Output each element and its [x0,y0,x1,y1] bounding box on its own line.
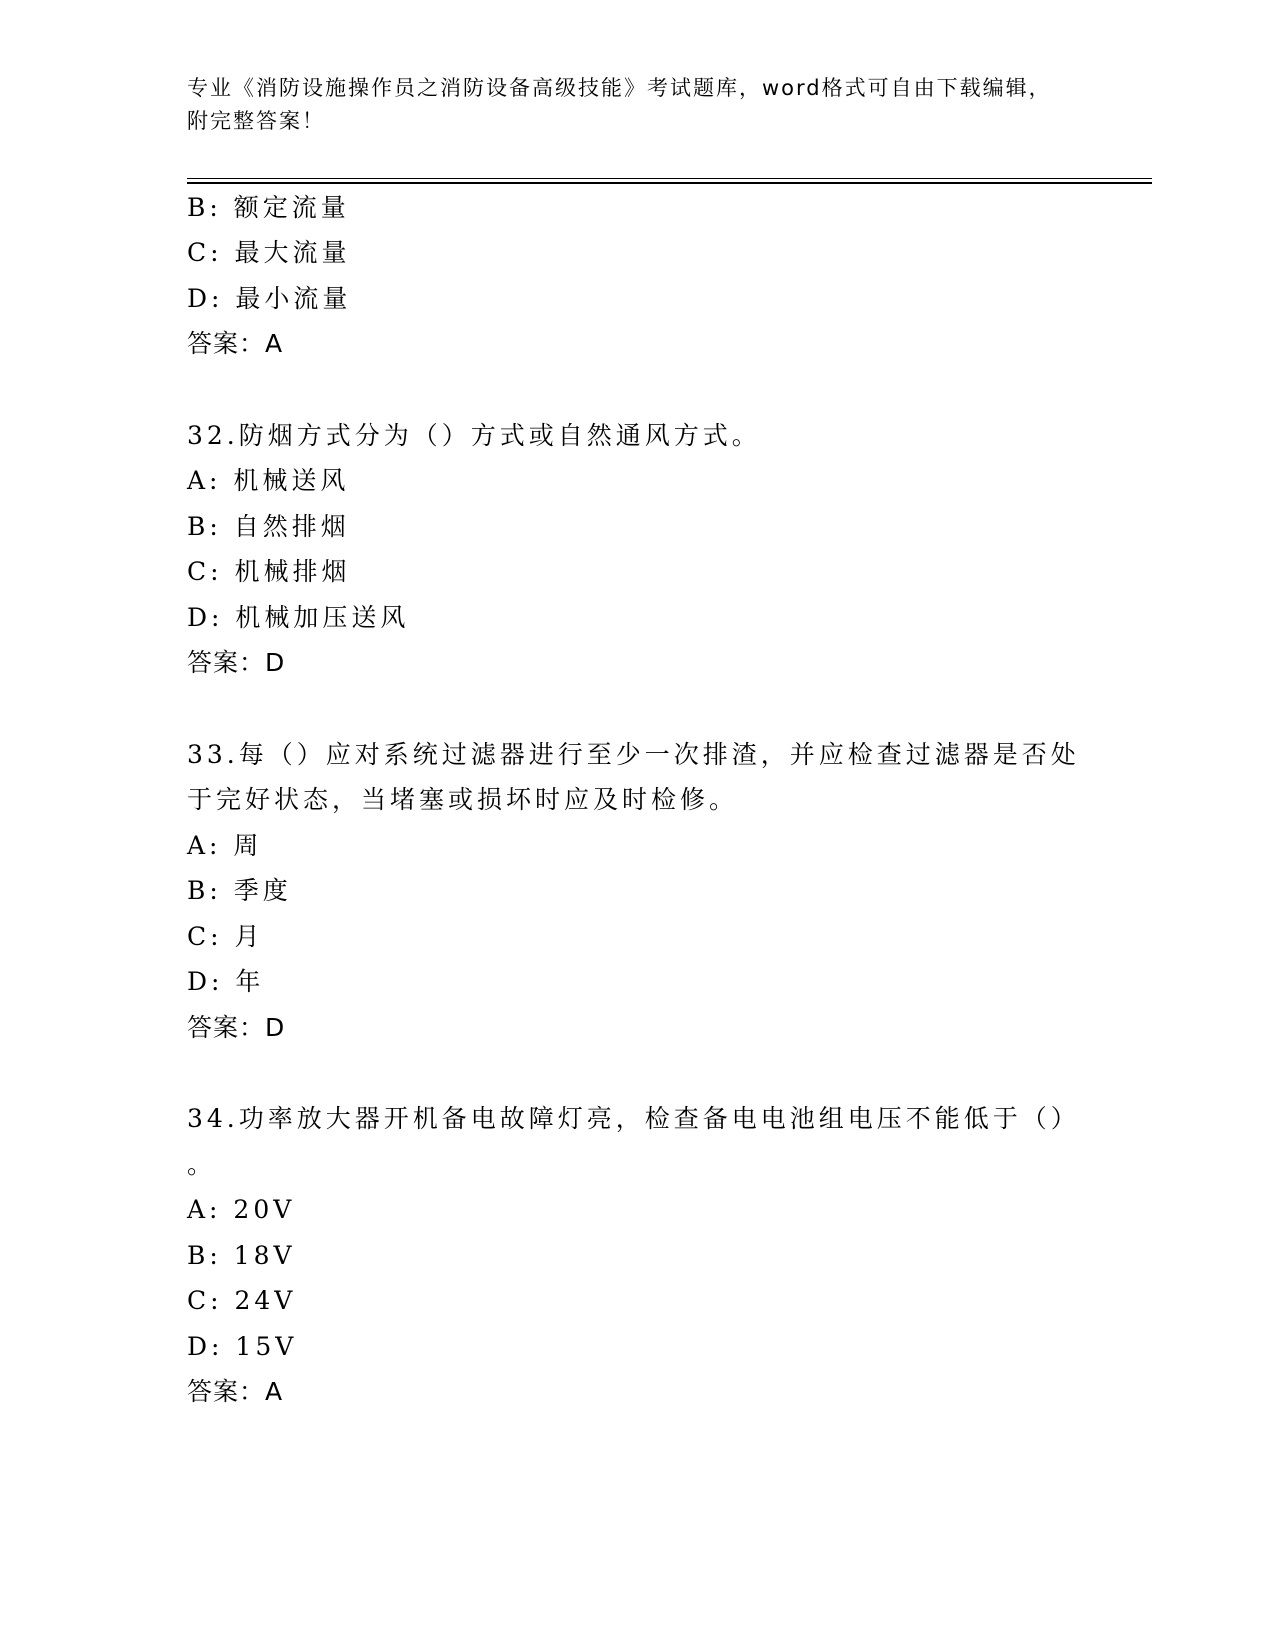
q34-option-b: B: 18V [187,1241,296,1270]
header-divider-thick [187,182,1152,184]
q33-option-b: B: 季度 [187,876,292,905]
q34-question-line1: 34.功率放大器开机备电故障灯亮，检查备电电池组电压不能低于（） [187,1104,1080,1133]
q32-question: 32.防烟方式分为（）方式或自然通风方式。 [187,421,761,450]
q32-option-a: A: 机械送风 [187,466,350,495]
q32-option-d: D: 机械加压送风 [187,603,410,632]
q33-option-a: A: 周 [187,831,263,860]
q33-question-line1: 33.每（）应对系统过滤器进行至少一次排渣，并应检查过滤器是否处 [187,740,1080,769]
q31-option-b: B: 额定流量 [187,193,350,222]
q32-option-b: B: 自然排烟 [187,512,350,541]
q34-option-c: C: 24V [187,1286,297,1315]
q32-option-c: C: 机械排烟 [187,557,351,586]
q31-option-d: D: 最小流量 [187,284,352,313]
q34-option-d: D: 15V [187,1332,298,1361]
header-divider-thin [187,178,1152,179]
q31-answer: 答案：A [187,329,284,358]
q33-answer: 答案：D [187,1013,286,1042]
q34-question-line2: 。 [187,1150,217,1179]
q32-answer: 答案：D [187,648,286,677]
q31-option-c: C: 最大流量 [187,238,351,267]
q33-question-line2: 于完好状态，当堵塞或损坏时应及时检修。 [187,785,739,814]
document-header: 专业《消防设施操作员之消防设备高级技能》考试题库，word格式可自由下载编辑，附完整答案！ [187,76,1052,133]
q33-option-d: D: 年 [187,967,265,996]
q34-answer: 答案：A [187,1377,284,1406]
q33-option-c: C: 月 [187,922,264,951]
q34-option-a: A: 20V [187,1195,296,1224]
